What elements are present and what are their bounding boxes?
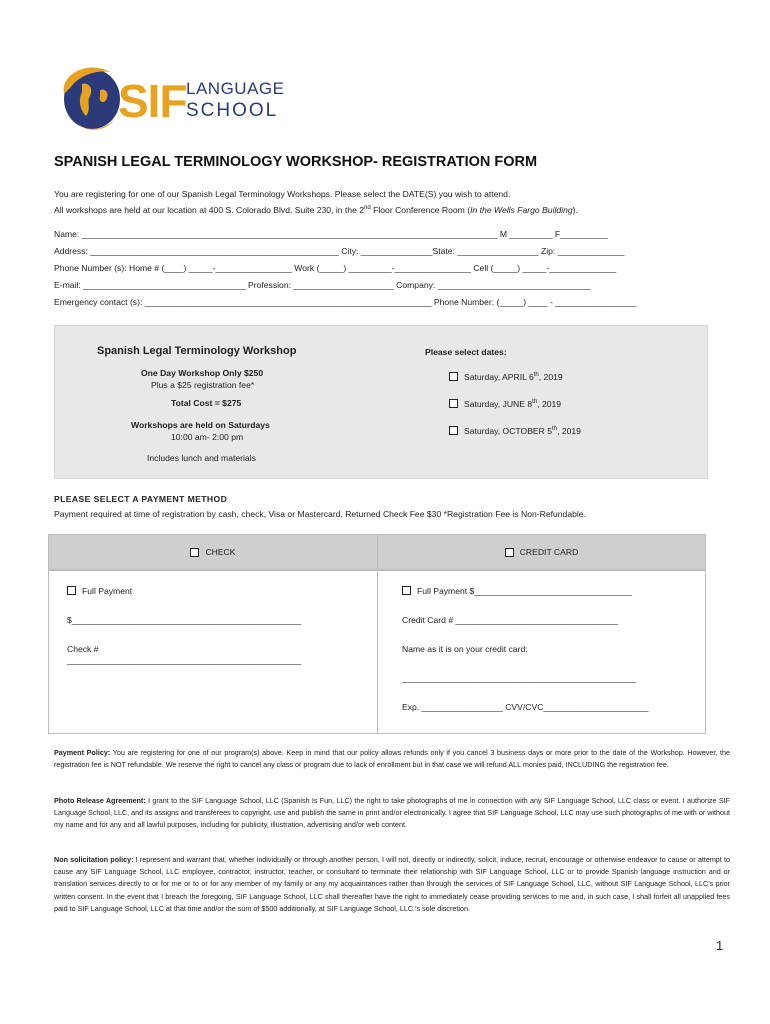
date-year: , 2019	[557, 426, 581, 436]
logo-line2: SCHOOL	[186, 100, 279, 121]
payment-policy-text: You are registering for one of our program(s) above. Keep in mind that our policy allows refunds only if you cancel 3 business days or more prior to the date of the Workshop. However, the registration fee is NOT refundable. We reserve the right to cancel any class or program due to lack of enrollment but in that case we will refund ALL monies paid, INCLUDING the registration fee.	[54, 748, 731, 770]
date-label: Saturday, JUNE 8	[464, 399, 533, 409]
emergency-contact-field[interactable]: Emergency contact (s): ____________________________________________________________ Phone Number: (_____) ____ - _________________	[54, 297, 637, 307]
intro-line-2a: All workshops are held at our location at 400 S. Colorado Blvd. Suite 230, in the 2	[54, 204, 365, 215]
checkbox[interactable]	[505, 548, 514, 557]
card-number-field[interactable]: Credit Card # __________________________________	[402, 615, 618, 625]
photo-release	[54, 795, 730, 832]
intro-text	[54, 187, 578, 217]
registration-fee: Plus a $25 registration fee*	[151, 380, 255, 390]
date-label: Saturday, OCTOBER 5	[464, 426, 553, 436]
workshop-time: 10:00 am- 2:00 pm	[171, 432, 244, 442]
check-full-label: Full Payment	[82, 586, 133, 596]
checkbox[interactable]	[67, 586, 76, 595]
globe-icon	[58, 64, 122, 134]
workshop-days: Workshops are held on Saturdays	[131, 420, 270, 430]
date-option-1[interactable]	[449, 372, 563, 382]
date-sup: th	[552, 426, 558, 433]
photo-release-title: Photo Release Agreement:	[54, 796, 146, 805]
date-sup: th	[532, 399, 538, 406]
payment-text: Payment required at time of registration by cash, check, Visa or Mastercard. Returned Check Fee $30 *Registration Fee is Non-Refundable.	[54, 509, 586, 519]
name-field[interactable]: Name: _______________________________________________________________________________________ M _________ F__________	[54, 229, 608, 239]
logo-brand: SIF	[118, 75, 187, 127]
intro-line-1: You are registering for one of our Spanish Legal Terminology Workshops. Please select the DATE(S) you wish to attend.	[54, 189, 511, 199]
checkbox[interactable]	[190, 548, 199, 557]
dates-heading: Please select dates:	[425, 347, 507, 357]
workshop-heading: Spanish Legal Terminology Workshop	[97, 345, 297, 357]
intro-italic: In the Wells Fargo Building	[470, 204, 573, 215]
intro-sup: nd	[364, 205, 371, 211]
email-field[interactable]: E-mail: __________________________________ Profession: _____________________ Company: ________________________________	[54, 280, 591, 290]
intro-line-2	[54, 201, 578, 217]
checkbox[interactable]	[449, 399, 458, 408]
card-name-field[interactable]: _________________________________________________	[402, 673, 637, 683]
check-number-field[interactable]: _________________________________________________	[67, 655, 302, 665]
intro-line-2c: ).	[572, 204, 578, 215]
check-full-payment[interactable]	[67, 586, 132, 596]
credit-card-cell	[377, 570, 706, 734]
card-name-label: Name as it is on your credit card:	[402, 644, 528, 654]
check-cell	[48, 570, 378, 734]
intro-line-2b: Floor Conference Room (	[370, 204, 471, 215]
date-year: , 2019	[538, 372, 563, 382]
page-title: SPANISH LEGAL TERMINOLOGY WORKSHOP- REGISTRATION FORM	[54, 154, 538, 170]
non-solicitation-text: I represent and warrant that, whether individually or through another person, I will not, directly or indirectly, solicit, induce, recruit, encourage or otherwise endeavor to cause or attempt to cause any SIF Language School, LLC employee, contractor, instructor, teacher, or consultant to terminate their relationship with SIF Language School, LLC or to provide Spanish language instruction and or translation services directly to or for me or to or for any member of my family or any my acquaintances rather than through the services of SIF Language School, LLC, without SIF Language School, LLC's prior written consent. In the event that I breach the foregoing, SIF Language School, LLC shall thereafter have the right to immediately cease providing services to me and, in such case, I shall forfeit all unapplied fees paid to SIF Language School, LLC at that time and/or the sum of $500 additionally, at SIF Language School, LLC 's sole discretion.	[54, 855, 730, 913]
date-option-2[interactable]	[449, 399, 561, 409]
checkbox[interactable]	[449, 426, 458, 435]
credit-card-label: CREDIT CARD	[519, 547, 579, 557]
payment-policy	[54, 747, 730, 771]
card-full-label: Full Payment $_________________________________	[417, 586, 633, 596]
non-solicitation-policy	[54, 854, 730, 915]
page-number: 1	[716, 938, 724, 953]
non-solicitation-title: Non solicitation policy:	[54, 855, 134, 864]
date-sup: th	[533, 372, 539, 379]
phone-field[interactable]: Phone Number (s): Home # (____) _____-________________ Work (_____) _________-________________ Cell (_____) _____-______________	[54, 263, 617, 273]
one-day-price: One Day Workshop Only $250	[141, 368, 264, 378]
date-label: Saturday, APRIL 6	[464, 372, 534, 382]
check-header[interactable]	[48, 534, 378, 570]
date-year: , 2019	[537, 399, 562, 409]
check-number-label: Check #	[67, 644, 99, 654]
workshop-includes: Includes lunch and materials	[147, 453, 256, 463]
payment-policy-title: Payment Policy:	[54, 748, 111, 757]
date-option-3[interactable]	[449, 426, 581, 436]
address-field[interactable]: Address: ____________________________________________________ City: _______________State: _________________ Zip: ______________	[54, 246, 625, 256]
workshop-info-box	[54, 325, 708, 479]
payment-heading: PLEASE SELECT A PAYMENT METHOD	[54, 494, 228, 504]
card-exp-cvv-field[interactable]: Exp. _________________ CVV/CVC______________________	[402, 702, 649, 712]
total-cost: Total Cost = $275	[171, 398, 242, 408]
credit-card-header[interactable]	[377, 534, 706, 570]
photo-release-text: I grant to the SIF Language School, LLC (Spanish Is Fun, LLC) the right to take photographs of me in connection with any SIF Language School, LLC class or event. I authorize SIF Language School, LLC, and its assigns and transferees to copyright, use and publish the same in print and/or electronically. I agree that SIF Language School, LLC may use such photographs of me with or without my name and for any and all lawful purposes, including for publicity, illustration, advertising and/or web content.	[54, 796, 730, 830]
checkbox[interactable]	[402, 586, 411, 595]
check-label: CHECK	[205, 547, 236, 557]
checkbox[interactable]	[449, 372, 458, 381]
payment-table	[48, 534, 706, 734]
card-full-payment[interactable]	[402, 586, 632, 596]
check-amount-field[interactable]: $________________________________________________	[67, 615, 302, 625]
logo-line1: LANGUAGE	[186, 79, 285, 98]
